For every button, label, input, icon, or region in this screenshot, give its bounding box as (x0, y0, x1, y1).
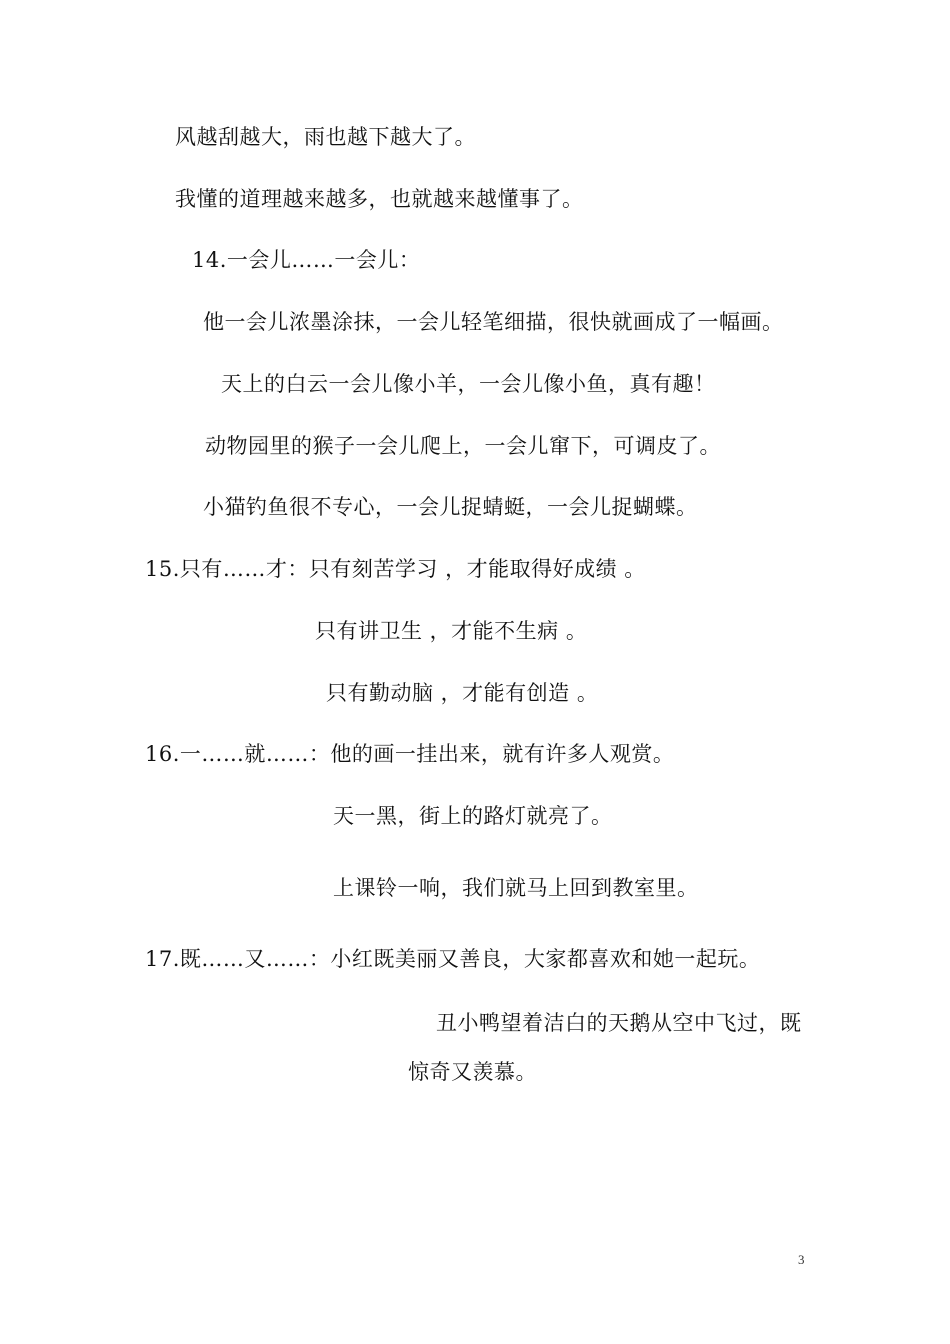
example-sentence: 只有讲卫生 ，才能不生病 。 (315, 619, 588, 643)
page-number: 3 (798, 1252, 805, 1267)
text-line: 风越刮越大，雨也越下越大了。 (175, 125, 476, 149)
example-sentence: 惊奇又羡慕。 (408, 1060, 537, 1084)
section-heading-17: 17.既……又……：小红既美丽又善良，大家都喜欢和她一起玩。 (145, 947, 761, 971)
example-sentence: 天上的白云一会儿像小羊，一会儿像小鱼，真有趣！ (221, 372, 716, 396)
section-heading-16: 16.一……就……：他的画一挂出来，就有许多人观赏。 (145, 742, 675, 766)
section-heading-14: 14.一会儿……一会儿： (192, 248, 421, 272)
example-sentence: 小猫钓鱼很不专心，一会儿捉蜻蜓，一会儿捉蝴蝶。 (203, 495, 698, 519)
example-sentence: 他一会儿浓墨涂抹，一会儿轻笔细描，很快就画成了一幅画。 (203, 310, 784, 334)
example-sentence: 只有勤动脑 ，才能有创造 。 (326, 681, 599, 705)
example-sentence: 动物园里的猴子一会儿爬上，一会儿窜下，可调皮了。 (205, 434, 721, 458)
text-line: 我懂的道理越来越多，也就越来越懂事了。 (175, 187, 584, 211)
example-sentence: 天一黑，街上的路灯就亮了。 (333, 804, 613, 828)
section-heading-15: 15.只有……才：只有刻苦学习 ，才能取得好成绩 。 (145, 557, 646, 581)
example-sentence: 上课铃一响，我们就马上回到教室里。 (333, 876, 699, 900)
example-sentence: 丑小鸭望着洁白的天鹅从空中飞过，既 (436, 1011, 802, 1035)
